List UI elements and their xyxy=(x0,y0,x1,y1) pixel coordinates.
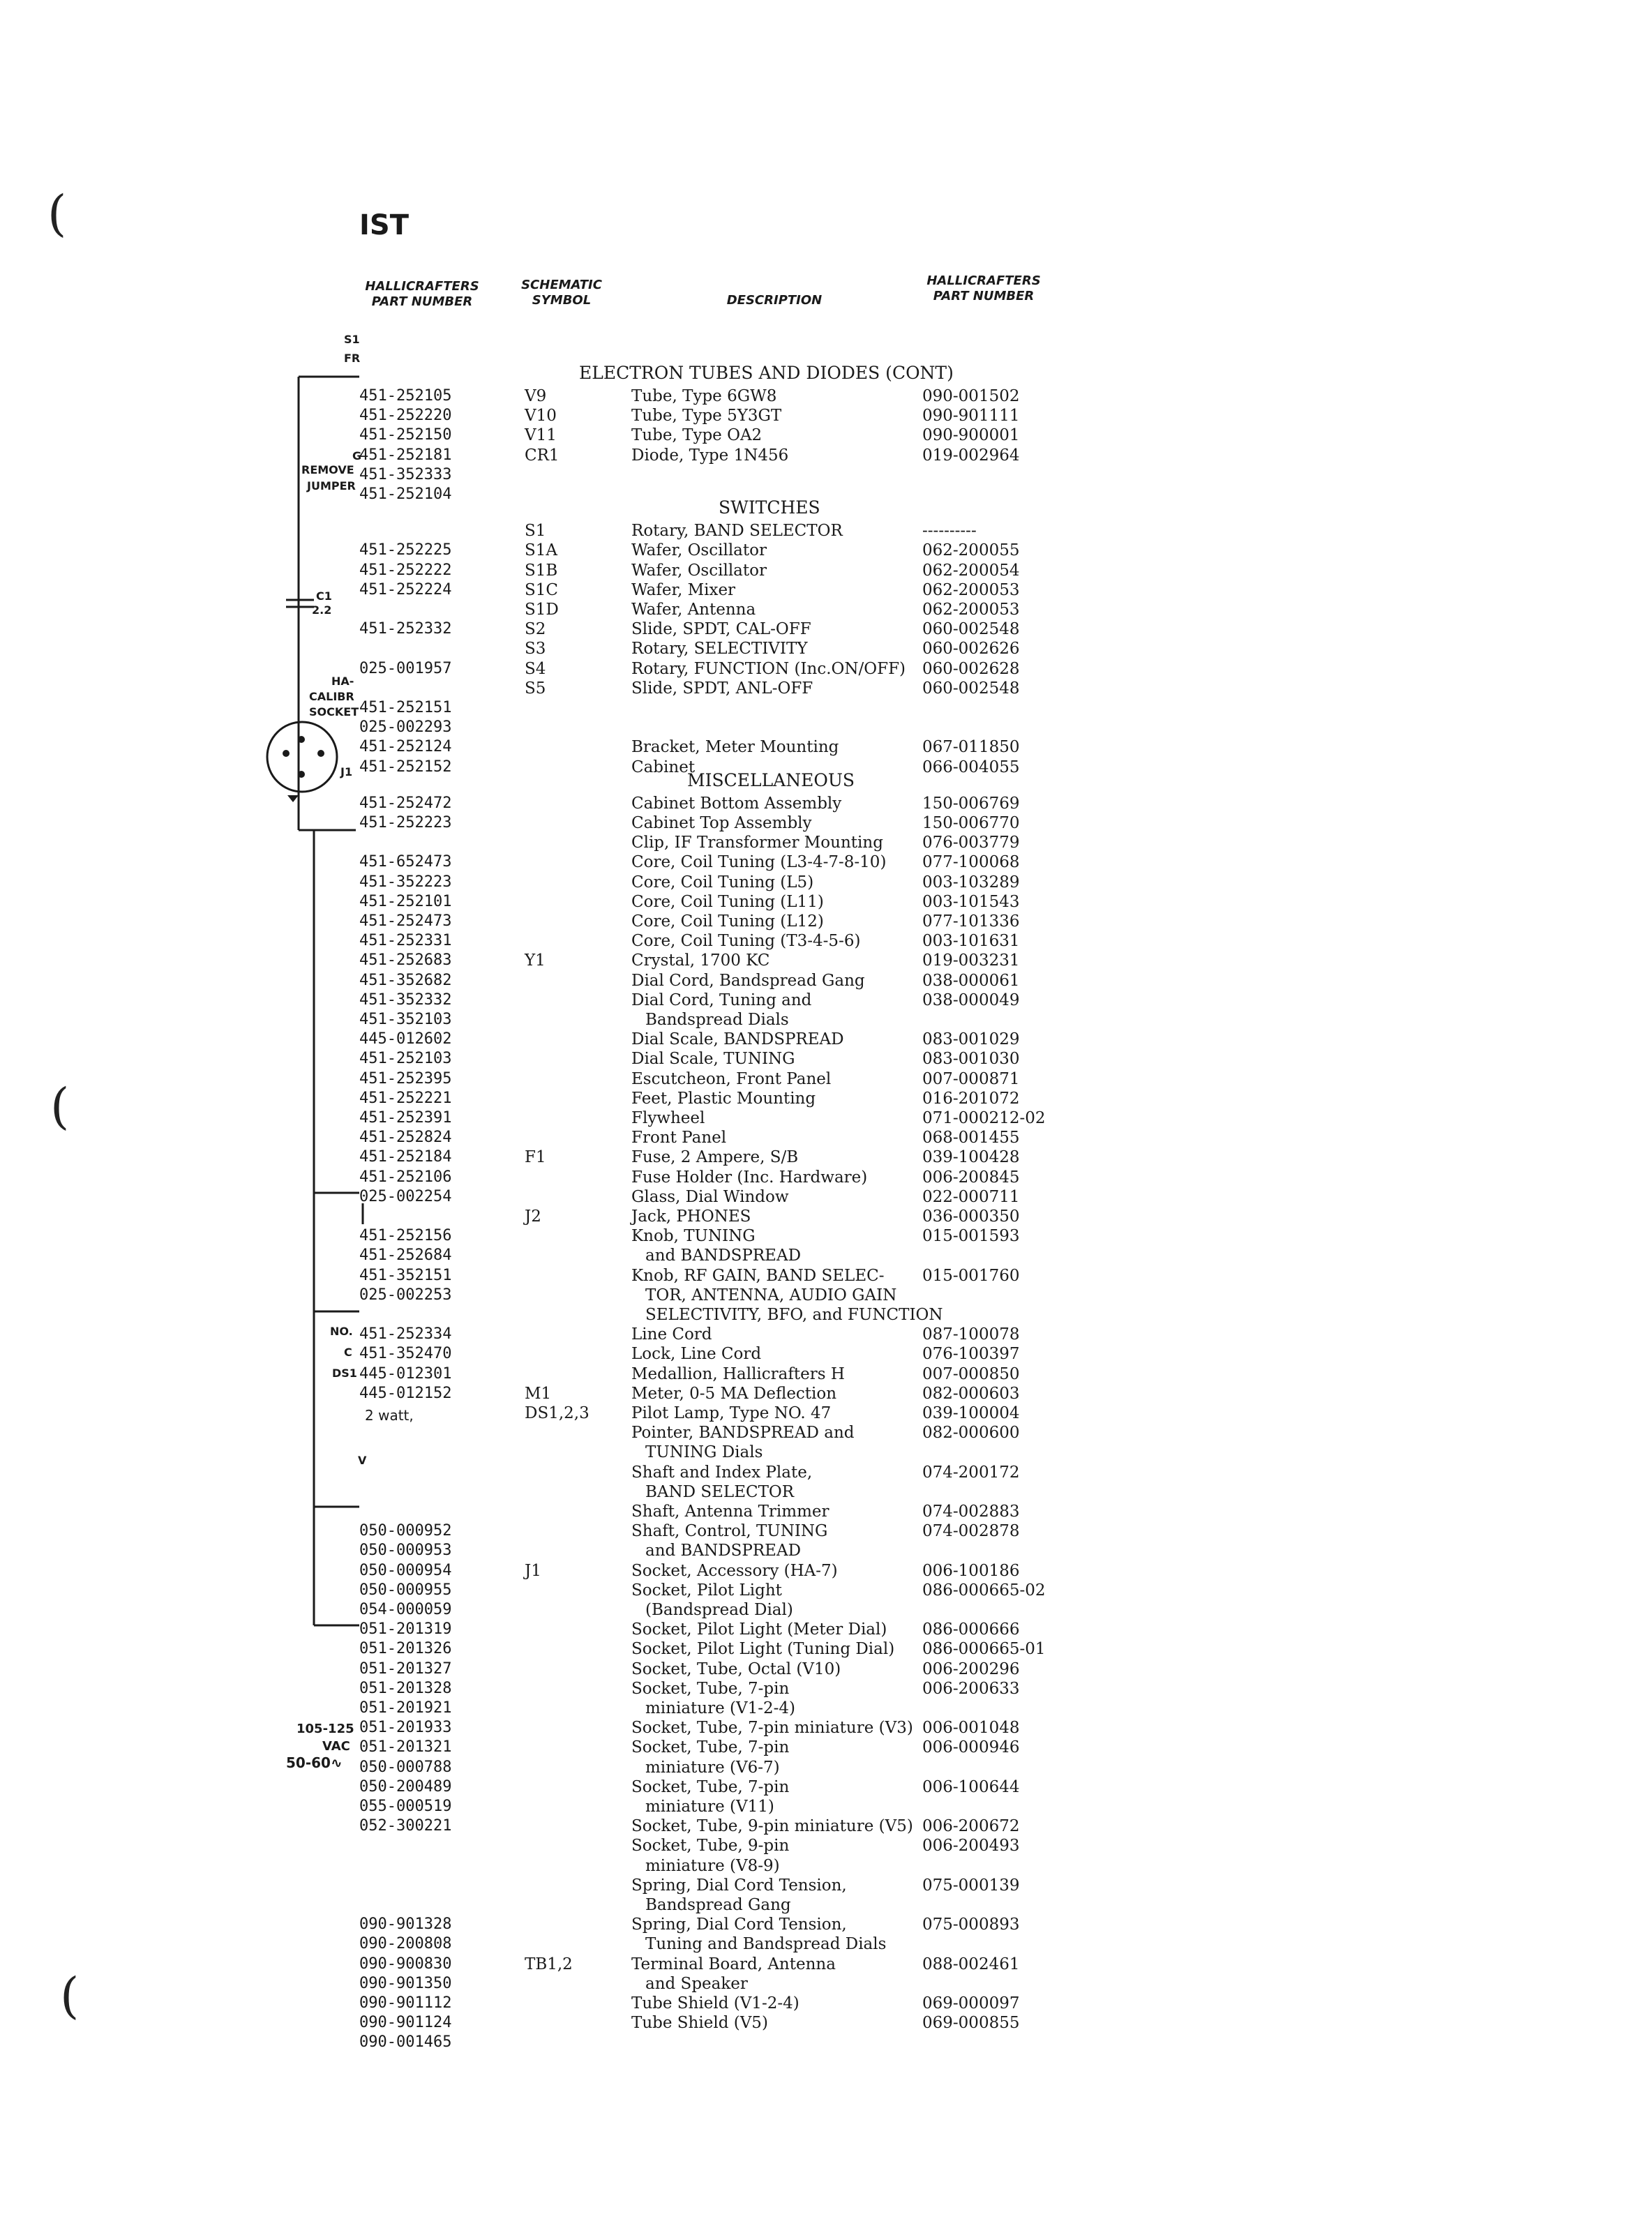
left-part-number: 451-252473 xyxy=(359,912,452,930)
description: Fuse, 2 Ampere, S/B xyxy=(631,1148,799,1167)
left-part-number: 451-252225 xyxy=(359,541,452,559)
left-part-number: 054-000059 xyxy=(359,1601,452,1618)
left-part-number: 090-901350 xyxy=(359,1974,452,1992)
left-part-number: 050-000788 xyxy=(359,1758,452,1776)
ground-symbol xyxy=(287,795,299,802)
schematic-symbol: TB1,2 xyxy=(525,1955,573,1973)
description: Cabinet Top Assembly xyxy=(631,814,812,832)
right-part-number: 075-000893 xyxy=(922,1916,1020,1934)
right-part-number: 090-901111 xyxy=(922,407,1020,426)
schematic-symbol: J2 xyxy=(525,1207,541,1226)
description: Flywheel xyxy=(631,1109,705,1127)
right-part-number: 066-004055 xyxy=(922,758,1020,776)
description: Tube, Type OA2 xyxy=(631,426,763,445)
label-vac: VAC xyxy=(322,1739,350,1754)
left-part-number: 451-252824 xyxy=(359,1129,452,1147)
right-part-number: 062-200053 xyxy=(922,580,1020,599)
left-part-number: 451-252105 xyxy=(359,387,452,405)
right-part-number: 019-003231 xyxy=(922,951,1020,970)
description: Diode, Type 1N456 xyxy=(631,446,789,465)
schematic-symbol: V10 xyxy=(525,407,557,426)
left-part-number: 451-252101 xyxy=(359,892,452,910)
left-part-number: 451-252395 xyxy=(359,1069,452,1088)
schematic-symbol: S1A xyxy=(525,541,557,560)
description: Knob, TUNING xyxy=(631,1227,756,1246)
right-part-number: 016-201072 xyxy=(922,1089,1020,1108)
left-part-number: 451-352103 xyxy=(359,1011,452,1028)
right-part-number: 074-200172 xyxy=(922,1463,1020,1482)
description: Wafer, Mixer xyxy=(631,580,736,599)
right-part-number: 087-100078 xyxy=(922,1325,1020,1344)
description: Jack, PHONES xyxy=(631,1207,751,1226)
left-part-number: 451-252472 xyxy=(359,794,452,812)
schematic-symbol: J1 xyxy=(525,1561,541,1580)
socket-pin xyxy=(298,771,305,778)
description: Core, Coil Tuning (L11) xyxy=(631,892,824,911)
left-part-number: 451-252181 xyxy=(359,446,452,464)
label-v: V xyxy=(358,1454,367,1467)
description: Wafer, Antenna xyxy=(631,601,756,619)
header-description: DESCRIPTION xyxy=(726,293,823,308)
description: Spring, Dial Cord Tension, xyxy=(631,1876,847,1895)
schematic-symbol: CR1 xyxy=(525,446,560,465)
description: Tuning and Bandspread Dials xyxy=(645,1935,887,1954)
description: Glass, Dial Window xyxy=(631,1187,789,1206)
description: Core, Coil Tuning (L12) xyxy=(631,912,824,931)
description: Rotary, SELECTIVITY xyxy=(631,640,808,659)
label-no: NO. xyxy=(330,1325,353,1338)
description: Socket, Tube, 7-pin xyxy=(631,1679,790,1698)
description: Socket, Tube, 9-pin miniature (V5) xyxy=(631,1817,913,1836)
description: Clip, IF Transformer Mounting xyxy=(631,834,883,852)
left-part-number: 451-252332 xyxy=(359,620,452,638)
description: Core, Coil Tuning (L3-4-7-8-10) xyxy=(631,853,887,872)
right-part-number: 007-000850 xyxy=(922,1364,1020,1383)
left-part-number: 451-252156 xyxy=(359,1227,452,1245)
description: Shaft and Index Plate, xyxy=(631,1463,813,1482)
left-part-number: 025-002293 xyxy=(359,718,452,737)
header-left-part-number: HALLICRAFTERS PART NUMBER xyxy=(365,279,479,309)
punch-hole-mark: ( xyxy=(60,1967,80,2024)
left-part-number: 451-252150 xyxy=(359,426,452,444)
right-part-number: 060-002628 xyxy=(922,659,1020,678)
left-part-number: 050-000953 xyxy=(359,1542,452,1560)
description: Tube, Type 5Y3GT xyxy=(631,407,782,426)
right-part-number: 006-000946 xyxy=(922,1738,1020,1757)
left-part-number: 451-252124 xyxy=(359,738,452,756)
right-part-number: 090-001502 xyxy=(922,387,1020,405)
schematic-symbol: F1 xyxy=(525,1148,546,1167)
right-part-number: 006-200493 xyxy=(922,1837,1020,1856)
right-part-number: 060-002548 xyxy=(922,620,1020,639)
left-part-number: 451-252331 xyxy=(359,932,452,950)
description: BAND SELECTOR xyxy=(645,1482,795,1501)
right-part-number: 062-200055 xyxy=(922,541,1020,560)
label-socket: SOCKET xyxy=(309,705,359,718)
description: Pointer, BANDSPREAD and xyxy=(631,1424,855,1443)
label-c-mark: C xyxy=(344,1346,352,1359)
right-part-number: 069-000097 xyxy=(922,1994,1020,2012)
description: and BANDSPREAD xyxy=(645,1542,802,1560)
left-part-number: 451-252151 xyxy=(359,699,452,716)
left-part-number: 451-652473 xyxy=(359,853,452,871)
description: Dial Cord, Tuning and xyxy=(631,991,812,1009)
description: Socket, Tube, 9-pin xyxy=(631,1837,790,1856)
description: TUNING Dials xyxy=(645,1443,763,1462)
left-part-number: 445-012152 xyxy=(359,1384,452,1402)
left-part-number: 451-252222 xyxy=(359,561,452,579)
right-part-number: 076-003779 xyxy=(922,834,1020,852)
right-part-number: 077-101336 xyxy=(922,912,1020,931)
right-part-number: 015-001760 xyxy=(922,1266,1020,1285)
description: Tube Shield (V5) xyxy=(631,2014,768,2033)
description: Slide, SPDT, ANL-OFF xyxy=(631,679,813,698)
right-part-number: 086-000665-02 xyxy=(922,1581,1046,1600)
right-part-number: 086-000666 xyxy=(922,1620,1020,1639)
right-part-number: 060-002626 xyxy=(922,640,1020,659)
right-part-number: 062-200054 xyxy=(922,561,1020,580)
description: Dial Scale, TUNING xyxy=(631,1050,795,1069)
left-part-number: 050-000952 xyxy=(359,1522,452,1540)
description: Cabinet xyxy=(631,758,696,776)
socket-pin xyxy=(317,750,324,757)
label-hz: 50-60∿ xyxy=(286,1754,343,1771)
right-part-number: ---------- xyxy=(922,522,977,541)
section-heading: ELECTRON TUBES AND DIODES (CONT) xyxy=(579,363,954,383)
description: Tube, Type 6GW8 xyxy=(631,387,777,405)
description: Socket, Accessory (HA-7) xyxy=(631,1561,838,1580)
left-part-number: 090-901328 xyxy=(359,1916,452,1934)
description: Knob, RF GAIN, BAND SELEC- xyxy=(631,1266,885,1285)
right-part-number: 003-101631 xyxy=(922,932,1020,951)
description: Lock, Line Cord xyxy=(631,1345,762,1364)
description: Slide, SPDT, CAL-OFF xyxy=(631,620,811,639)
description: Shaft, Antenna Trimmer xyxy=(631,1503,829,1521)
right-part-number: 083-001029 xyxy=(922,1030,1020,1049)
schematic-symbol: V11 xyxy=(525,426,557,445)
right-part-number: 082-000600 xyxy=(922,1424,1020,1443)
left-part-number: 090-900830 xyxy=(359,1955,452,1973)
description: (Bandspread Dial) xyxy=(645,1601,793,1619)
left-part-number: 451-252106 xyxy=(359,1168,452,1186)
schematic-symbol: S1C xyxy=(525,580,558,599)
label-jumper: JUMPER xyxy=(307,479,356,492)
label-g: G xyxy=(352,449,362,462)
right-part-number: 075-000139 xyxy=(922,1876,1020,1895)
description: Socket, Pilot Light xyxy=(631,1581,782,1600)
description: miniature (V6-7) xyxy=(645,1758,780,1777)
description: Feet, Plastic Mounting xyxy=(631,1089,816,1108)
schematic-symbol: S1D xyxy=(525,601,559,619)
right-part-number: 076-100397 xyxy=(922,1345,1020,1364)
left-part-number: 051-201328 xyxy=(359,1679,452,1697)
description: Bracket, Meter Mounting xyxy=(631,738,839,757)
left-part-number: 090-200808 xyxy=(359,1935,452,1953)
left-part-number: 052-300221 xyxy=(359,1817,452,1835)
punch-hole-mark: ( xyxy=(47,185,67,242)
right-part-number: 086-000665-01 xyxy=(922,1640,1046,1659)
right-part-number: 074-002878 xyxy=(922,1522,1020,1541)
schematic-symbol: S1B xyxy=(525,561,558,580)
right-part-number: 022-000711 xyxy=(922,1187,1020,1206)
right-part-number: 083-001030 xyxy=(922,1050,1020,1069)
right-part-number: 003-103289 xyxy=(922,873,1020,891)
right-part-number: 007-000871 xyxy=(922,1069,1020,1088)
left-part-number: 451-252683 xyxy=(359,951,452,970)
right-part-number: 150-006770 xyxy=(922,814,1020,832)
left-part-number: 451-252184 xyxy=(359,1148,452,1166)
schematic-symbol: S2 xyxy=(525,620,546,639)
right-part-number: 039-100004 xyxy=(922,1404,1020,1422)
right-part-number: 003-101543 xyxy=(922,892,1020,911)
left-part-number: 051-201327 xyxy=(359,1660,452,1678)
label-c1: C1 xyxy=(316,589,332,603)
left-part-number: 451-252221 xyxy=(359,1089,452,1107)
right-part-number: 069-000855 xyxy=(922,2014,1020,2033)
description: Wafer, Oscillator xyxy=(631,541,767,560)
left-part-number: 451-352682 xyxy=(359,971,452,989)
right-part-number: 071-000212-02 xyxy=(922,1109,1046,1127)
section-heading: SWITCHES xyxy=(719,497,820,518)
punch-hole-mark: ( xyxy=(50,1078,70,1135)
left-part-number: 451-252684 xyxy=(359,1247,452,1265)
header-schematic-symbol: SCHEMATIC SYMBOL xyxy=(521,278,602,308)
label-fr: FR xyxy=(344,352,361,365)
left-part-number: 451-252223 xyxy=(359,814,452,831)
right-part-number: 068-001455 xyxy=(922,1129,1020,1147)
left-part-number: 451-352470 xyxy=(359,1345,452,1363)
description: Bandspread Gang xyxy=(645,1896,791,1914)
description: Rotary, BAND SELECTOR xyxy=(631,522,843,541)
left-part-number: 451-352151 xyxy=(359,1266,452,1284)
schematic-symbol: S1 xyxy=(525,522,546,541)
header-right-part-number: HALLICRAFTERS PART NUMBER xyxy=(926,273,1041,303)
right-part-number: 019-002964 xyxy=(922,446,1020,465)
left-part-number: 051-201326 xyxy=(359,1640,452,1658)
left-part-number: 451-252391 xyxy=(359,1109,452,1127)
schematic-symbol: V9 xyxy=(525,387,547,405)
left-part-number: 051-201321 xyxy=(359,1738,452,1756)
left-part-number: 090-901124 xyxy=(359,2014,452,2032)
right-part-number: 062-200053 xyxy=(922,601,1020,619)
schematic-symbol: S4 xyxy=(525,659,546,678)
description: Shaft, Control, TUNING xyxy=(631,1522,828,1541)
left-part-number: 051-201921 xyxy=(359,1699,452,1717)
schematic-symbol: S5 xyxy=(525,679,546,698)
schematic-symbol: S3 xyxy=(525,640,546,659)
description: and BANDSPREAD xyxy=(645,1247,802,1265)
label-j1: J1 xyxy=(340,765,353,778)
left-part-number: 090-901112 xyxy=(359,1994,452,2012)
description: SELECTIVITY, BFO, and FUNCTION xyxy=(645,1306,943,1324)
right-part-number: 150-006769 xyxy=(922,794,1020,813)
description: Fuse Holder (Inc. Hardware) xyxy=(631,1168,868,1187)
label-remove: REMOVE xyxy=(301,463,354,476)
description: Escutcheon, Front Panel xyxy=(631,1069,832,1088)
left-part-number: 451-252220 xyxy=(359,407,452,425)
right-part-number: 006-100186 xyxy=(922,1561,1020,1580)
left-part-number: 025-002253 xyxy=(359,1286,452,1304)
description: Line Cord xyxy=(631,1325,712,1344)
right-part-number: 006-200633 xyxy=(922,1679,1020,1698)
right-part-number: 006-001048 xyxy=(922,1719,1020,1738)
label-s1: S1 xyxy=(344,333,360,346)
label-ds1: DS1 xyxy=(332,1367,357,1380)
description: Socket, Pilot Light (Tuning Dial) xyxy=(631,1640,895,1659)
socket-j1-circle xyxy=(267,722,337,792)
description: Core, Coil Tuning (L5) xyxy=(631,873,814,891)
description: Crystal, 1700 KC xyxy=(631,951,770,970)
right-part-number: 006-200296 xyxy=(922,1660,1020,1678)
left-part-number: 451-252104 xyxy=(359,486,452,503)
left-part-number: 055-000519 xyxy=(359,1798,452,1815)
left-part-number: 451-352223 xyxy=(359,873,452,891)
left-part-number: 050-000954 xyxy=(359,1561,452,1579)
description: miniature (V1-2-4) xyxy=(645,1699,796,1717)
left-part-number: 451-252152 xyxy=(359,758,452,776)
right-part-number: 074-002883 xyxy=(922,1503,1020,1521)
schematic-symbol: Y1 xyxy=(525,951,546,970)
right-part-number: 015-001593 xyxy=(922,1227,1020,1246)
left-part-number: 025-002254 xyxy=(359,1187,452,1205)
right-part-number: 039-100428 xyxy=(922,1148,1020,1167)
left-part-number: 051-201319 xyxy=(359,1620,452,1639)
label-watt: 2 watt, xyxy=(365,1407,414,1424)
description: Wafer, Oscillator xyxy=(631,561,767,580)
left-part-number: 451-252103 xyxy=(359,1050,452,1068)
right-part-number: 038-000061 xyxy=(922,971,1020,990)
schematic-symbol: DS1,2,3 xyxy=(525,1404,590,1422)
description: miniature (V11) xyxy=(645,1798,774,1816)
description: Medallion, Hallicrafters H xyxy=(631,1364,845,1383)
description: Spring, Dial Cord Tension, xyxy=(631,1916,847,1934)
description: Rotary, FUNCTION (Inc.ON/OFF) xyxy=(631,659,906,678)
left-part-number: 025-001957 xyxy=(359,659,452,677)
description: Terminal Board, Antenna xyxy=(631,1955,836,1973)
right-part-number: 060-002548 xyxy=(922,679,1020,698)
left-part-number: 090-001465 xyxy=(359,2033,452,2052)
right-part-number: 088-002461 xyxy=(922,1955,1020,1973)
right-part-number: 006-100644 xyxy=(922,1777,1020,1796)
right-part-number: 090-900001 xyxy=(922,426,1020,445)
description: Meter, 0-5 MA Deflection xyxy=(631,1384,837,1403)
description: Socket, Tube, 7-pin miniature (V3) xyxy=(631,1719,913,1738)
description: Socket, Tube, Octal (V10) xyxy=(631,1660,841,1678)
section-heading: MISCELLANEOUS xyxy=(687,769,855,790)
description: Cabinet Bottom Assembly xyxy=(631,794,842,813)
label-vac-range: 105-125 xyxy=(296,1722,354,1736)
description: Socket, Tube, 7-pin xyxy=(631,1738,790,1757)
description: Dial Cord, Bandspread Gang xyxy=(631,971,865,990)
page-title: IST xyxy=(359,209,409,241)
description: Socket, Pilot Light (Meter Dial) xyxy=(631,1620,887,1639)
left-part-number: 445-012602 xyxy=(359,1030,452,1048)
right-part-number: 006-200672 xyxy=(922,1817,1020,1836)
description: TOR, ANTENNA, AUDIO GAIN xyxy=(645,1286,897,1304)
description: Dial Scale, BANDSPREAD xyxy=(631,1030,844,1049)
description: miniature (V8-9) xyxy=(645,1856,780,1875)
left-part-number: 445-012301 xyxy=(359,1364,452,1383)
description: and Speaker xyxy=(645,1974,748,1993)
left-part-number: 451-352333 xyxy=(359,465,452,483)
right-part-number: 038-000049 xyxy=(922,991,1020,1009)
left-part-number: 451-252334 xyxy=(359,1325,452,1344)
left-part-number: 451-352332 xyxy=(359,991,452,1009)
label-c1-value: 2.2 xyxy=(312,603,332,617)
socket-pin xyxy=(298,736,305,743)
description: Socket, Tube, 7-pin xyxy=(631,1777,790,1796)
left-part-number: 050-000955 xyxy=(359,1581,452,1599)
right-part-number: 082-000603 xyxy=(922,1384,1020,1403)
left-part-number: 451-252224 xyxy=(359,580,452,599)
description: Pilot Lamp, Type NO. 47 xyxy=(631,1404,832,1422)
right-part-number: 006-200845 xyxy=(922,1168,1020,1187)
left-part-number: 051-201933 xyxy=(359,1719,452,1737)
right-part-number: 036-000350 xyxy=(922,1207,1020,1226)
description: Front Panel xyxy=(631,1129,727,1147)
right-part-number: 077-100068 xyxy=(922,853,1020,872)
label-ha: HA- xyxy=(331,675,354,688)
description: Core, Coil Tuning (T3-4-5-6) xyxy=(631,932,861,951)
socket-pin xyxy=(283,750,290,757)
description: Tube Shield (V1-2-4) xyxy=(631,1994,799,2012)
schematic-symbol: M1 xyxy=(525,1384,552,1403)
description: Bandspread Dials xyxy=(645,1011,789,1029)
right-part-number: 067-011850 xyxy=(922,738,1020,757)
left-part-number: 050-200489 xyxy=(359,1777,452,1796)
label-calibrator: CALIBR xyxy=(309,690,354,703)
